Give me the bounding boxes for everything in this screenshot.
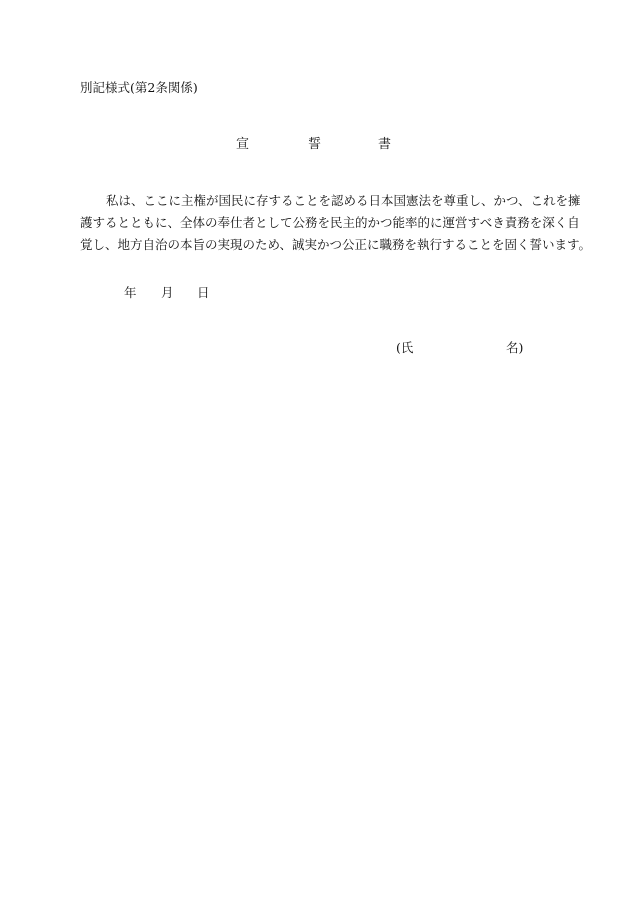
title-char-3: 書 [378, 137, 392, 152]
date-month-label: 月 [161, 285, 174, 300]
signature-name-open: (氏 [396, 340, 414, 355]
form-label: 別記様式(第2条関係) [80, 80, 198, 95]
date-year-label: 年 [124, 285, 137, 300]
oath-line-3: 覚し、地方自治の本旨の実現のため、誠実かつ公正に職務を執行することを固く誓います。 [80, 237, 592, 252]
date-day-label: 日 [197, 285, 210, 300]
oath-paragraph [80, 190, 592, 256]
signature-name-close: 名) [506, 340, 524, 355]
oath-line-2: 護するとともに、全体の奉仕者として公務を民主的かつ能率的に運営すべき責務を深く自 [80, 215, 580, 230]
title-char-1: 宣 [236, 137, 250, 152]
title-char-2: 誓 [308, 137, 322, 152]
oath-line-1: 私は、ここに主権が国民に存することを認める日本国憲法を尊重し、かつ、これを擁 [106, 193, 581, 208]
